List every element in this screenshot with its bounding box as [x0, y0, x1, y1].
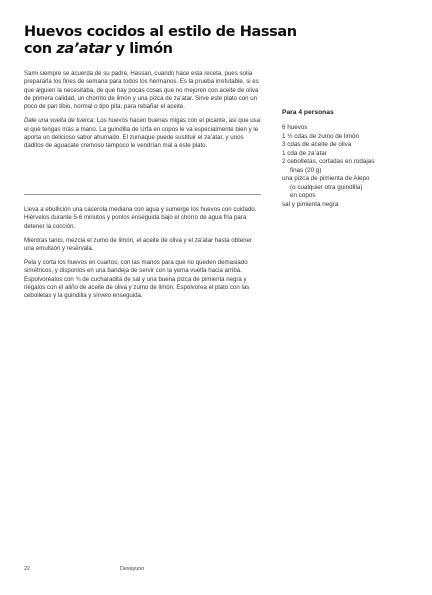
- ingredient-item: (o cualquier otra guindilla): [290, 183, 363, 191]
- section-name: Desayuno: [120, 566, 145, 572]
- ingredients-panel: [282, 109, 412, 209]
- recipe-title: [24, 24, 324, 58]
- title-italic: za’atar: [56, 41, 111, 57]
- intro-text: [24, 70, 261, 156]
- title-line-2: [24, 41, 324, 58]
- servings-heading: Para 4 personas: [282, 109, 334, 116]
- title-suffix: y limón: [110, 41, 173, 57]
- ingredient-item: 6 huevos: [282, 124, 308, 132]
- section-divider: [24, 194, 261, 195]
- method-text: [24, 206, 261, 306]
- page-number: 22: [24, 566, 30, 572]
- method-step-2: Mientras tanto, mezcla el zumo de limón, el aceite de oliva y el za’atar hasta obtener una emulsión y resérvala.: [24, 236, 252, 252]
- ingredient-item: sal y pimienta negra: [282, 200, 339, 208]
- ingredient-item: 2 cebolletas, cortadas en rodajas: [282, 158, 375, 166]
- ingredient-item: en copos: [290, 192, 316, 200]
- ingredient-item: 1 ½ cdas de zumo de limón: [282, 132, 360, 140]
- ingredient-item: 1 cda de za’atar: [282, 149, 327, 157]
- intro-paragraph-1: Sami siempre se acuerda de su padre, Hassan, cuando hace esta receta, pues solía prepararla los fines de semana para todos los hermanos. Es la prueba irrefutable, si es que alguien la necesitaba, de que hay pocas cosas que no mejoren con aceite de oliva de primera calidad, un chorrito de limón y una pizca de za’atar. Sirve este plato con un poco de pan tibio, normal o tipo pita, para rebañar el aceite.: [24, 70, 259, 111]
- ingredient-item: 3 cdas de aceite de oliva: [282, 141, 352, 149]
- title-line-1: Huevos cocidos al estilo de Hassan: [24, 24, 297, 40]
- method-step-1: Lleva a ebullición una cacerola mediana con agua y sumerge los huevos con cuidado. Hiérvelos durante 5-6 minutos y ponlos enseguida bajo el chorro de agua fría para detener la cocción.: [24, 206, 257, 230]
- twist-text: Los huevos hacen buenas migas con el picante, así que usa el que tengas más a mano. La guindilla de Urfa en copos le va especialmente bien y le aporta un delicioso sabor ahumado. El zumaque puede sustituir el za’atar, y unos daditos de aguacate cremoso tampoco le vendrían mal a este plato.: [24, 117, 261, 150]
- twist-label: Dale una vuelta de tuerca:: [24, 117, 96, 125]
- ingredient-item: una pizca de pimienta de Alepo: [282, 175, 370, 183]
- method-step-3: Pela y corta los huevos en cuartos, con las manos para que no queden demasiado simétricos, y disponlos en una bandeja de servir con la yema vuelta hacia arriba. Espolvoréalos con ¾ de cucharadita de sal y una buena pizca de pimienta negra y riégalos con el aliño de aceite de oliva y zumo de limón. Espolvorea el plato con las cebolletas y la guindilla y sírvelo enseguida.: [24, 258, 250, 300]
- intro-paragraph-2: [24, 117, 261, 150]
- title-prefix: con: [24, 41, 57, 57]
- ingredient-item: finas (20 g): [290, 166, 322, 174]
